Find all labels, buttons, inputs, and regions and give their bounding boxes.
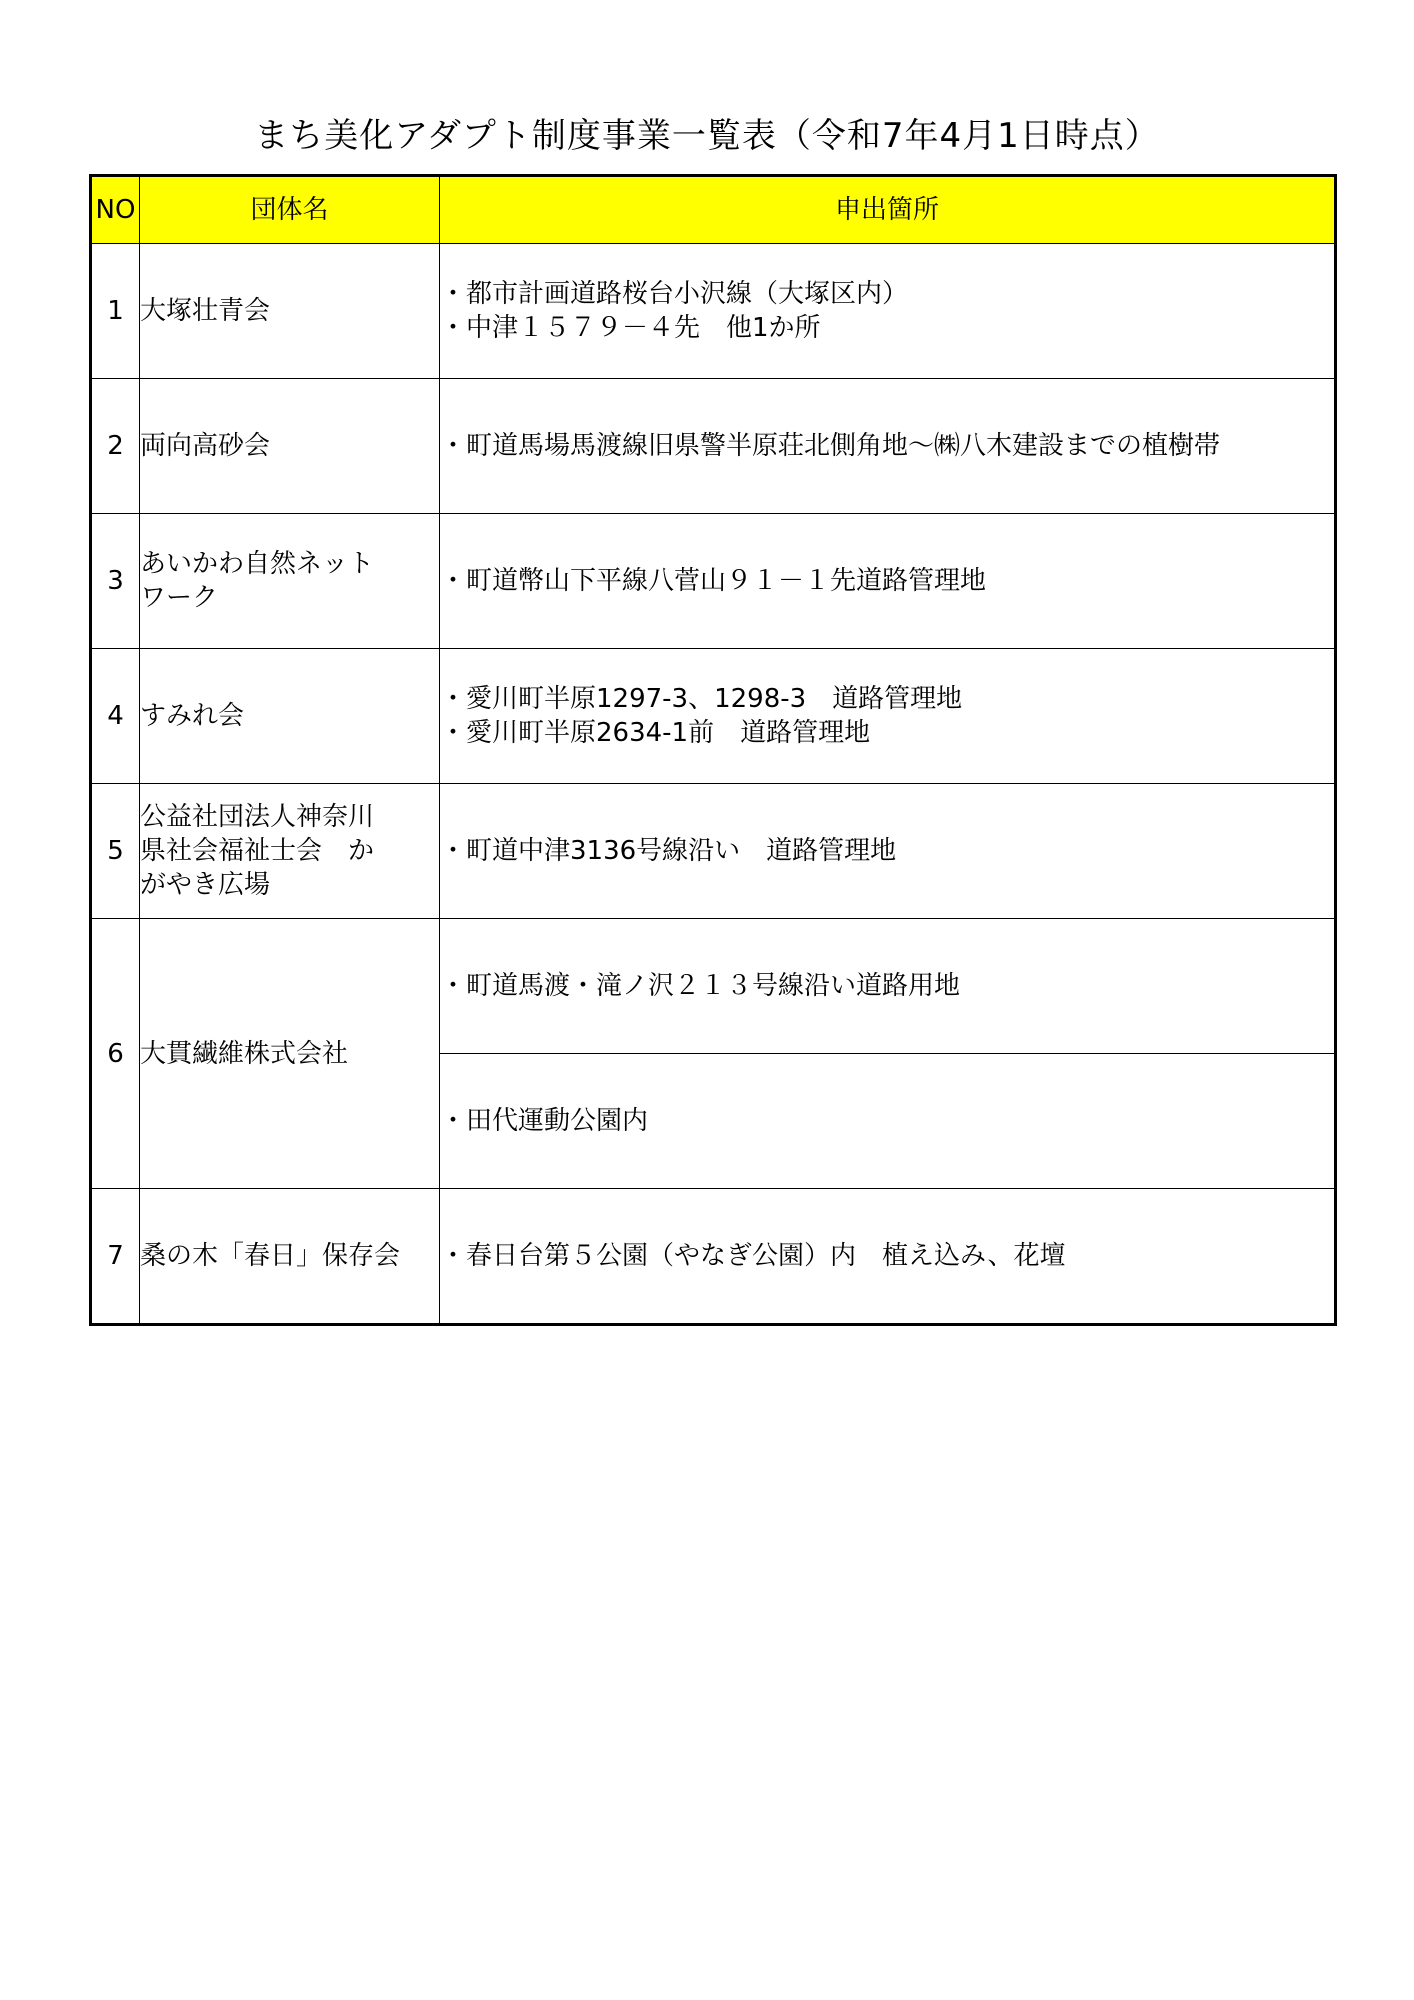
- location-cell: [440, 514, 1336, 649]
- column-header-no: NO: [91, 176, 140, 244]
- organization-name: 桑の木「春日」保存会: [140, 1189, 440, 1325]
- location-line: ・町道中津3136号線沿い 道路管理地: [440, 836, 897, 866]
- row-number: 2: [91, 379, 140, 514]
- location-line: ・愛川町半原2634-1前 道路管理地: [440, 718, 871, 748]
- organization-name: あいかわ自然ネット ワーク: [140, 514, 440, 649]
- organization-name: すみれ会: [140, 649, 440, 784]
- location-line: ・中津１５７９－４先 他1か所: [440, 313, 821, 343]
- location-cell: [440, 784, 1336, 919]
- location-line: ・町道馬渡・滝ノ沢２１３号線沿い道路用地: [440, 971, 961, 1001]
- organization-name: 大塚壮青会: [140, 244, 440, 379]
- table-row: [91, 784, 1336, 919]
- table-row: [91, 919, 1336, 1054]
- location-line: ・都市計画道路桜台小沢線（大塚区内）: [440, 279, 909, 309]
- location-cell: [440, 244, 1336, 379]
- table-row: [91, 514, 1336, 649]
- location-cell: [440, 1189, 1336, 1325]
- location-cell: [440, 649, 1336, 784]
- row-number: 5: [91, 784, 140, 919]
- row-number: 6: [91, 919, 140, 1189]
- adoption-table: [89, 174, 1337, 1326]
- location-line: ・愛川町半原1297-3、1298-3 道路管理地: [440, 684, 963, 714]
- location-cell: [440, 1054, 1336, 1189]
- location-line: ・田代運動公園内: [440, 1106, 649, 1136]
- table-row: [91, 379, 1336, 514]
- location-line: ・町道幣山下平線八菅山９１－１先道路管理地: [440, 566, 987, 596]
- table-row: [91, 1189, 1336, 1325]
- table-row: [91, 244, 1336, 379]
- row-number: 7: [91, 1189, 140, 1325]
- row-number: 3: [91, 514, 140, 649]
- page-title: まち美化アダプト制度事業一覧表（令和7年4月1日時点）: [254, 116, 1160, 156]
- organization-name: 両向高砂会: [140, 379, 440, 514]
- location-cell: [440, 379, 1336, 514]
- column-header-location: 申出箇所: [440, 176, 1336, 244]
- location-line: ・町道馬場馬渡線旧県警半原荘北側角地～㈱八木建設までの植樹帯: [440, 431, 1221, 461]
- row-number: 4: [91, 649, 140, 784]
- organization-name: 大貫繊維株式会社: [140, 919, 440, 1189]
- column-header-organization: 団体名: [140, 176, 440, 244]
- organization-name: 公益社団法人神奈川 県社会福祉士会 か がやき広場: [140, 784, 440, 919]
- table-header-row: [91, 176, 1336, 244]
- table-row: [91, 649, 1336, 784]
- row-number: 1: [91, 244, 140, 379]
- location-cell: [440, 919, 1336, 1054]
- location-line: ・春日台第５公園（やなぎ公園）内 植え込み、花壇: [440, 1241, 1066, 1271]
